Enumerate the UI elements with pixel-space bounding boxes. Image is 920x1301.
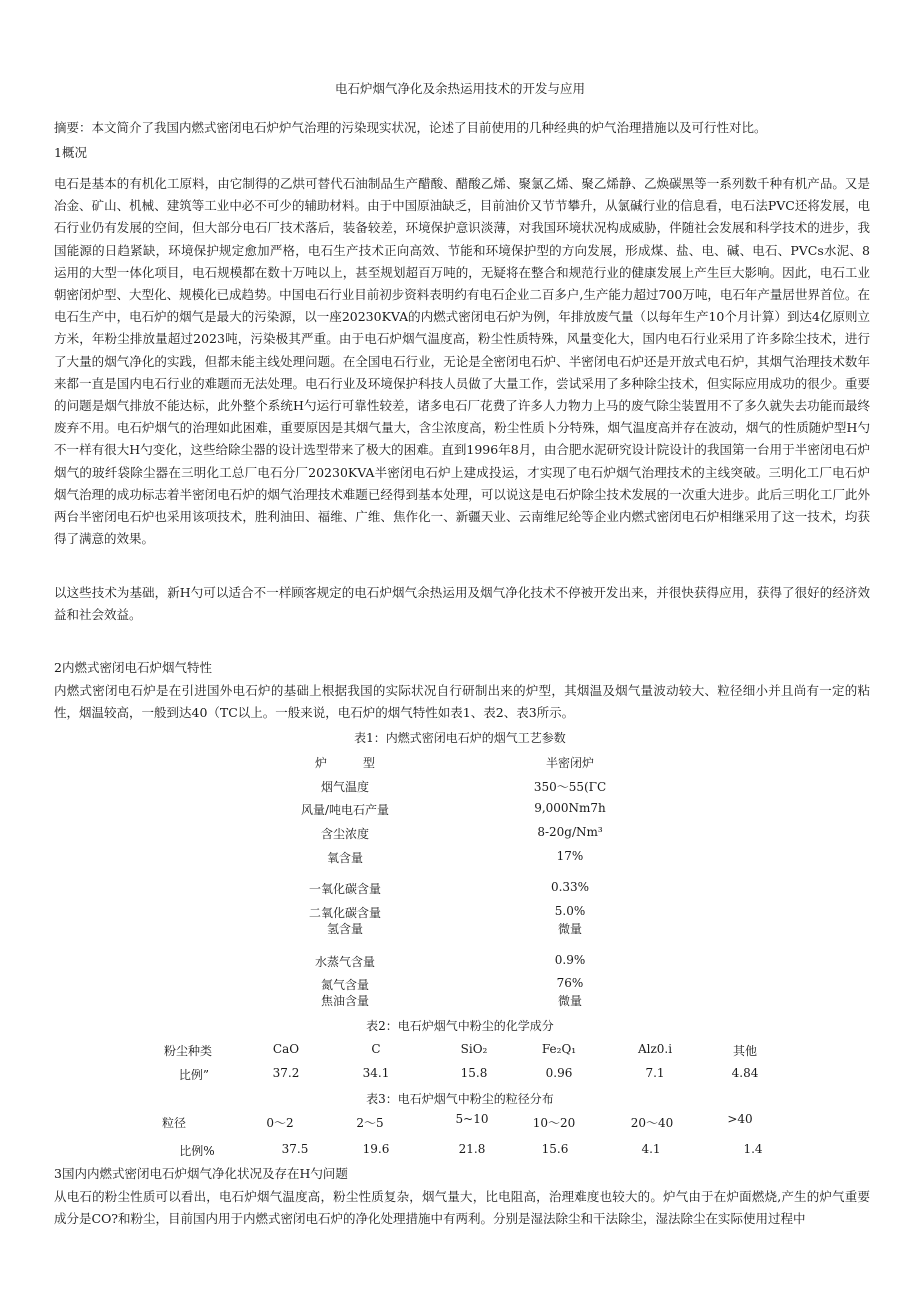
section-2-paragraph-1: 内燃式密闭电石炉是在引进国外电石炉的基础上根据我国的实际状况自行研制出来的炉型，其烟温及烟气量波动较大、粒径细小并且尚有一定的粘性，烟温较高，一般到达40（TC以上。一般来说，电石炉的烟气特性如表1、表2、表3所示。 [54,683,870,721]
table-1-row-label: 水蒸气含量 [314,955,375,969]
table-1-row-label: 氢含量 [326,922,363,936]
section-1-paragraph-1: 电石是基本的有机化工原料，由它制得的乙烘可替代石油制品生产醋酸、醋酸乙烯、聚氯乙烯、聚乙烯静、乙焕碳黑等一系列数千种有机产品。又是冶金、矿山、机械、建筑等工业中必不可少的辅助材料。由于中国原油缺乏，目前油价又节节攀升，从氯碱行业的信息看，电石法PVC还将发展，电石行业仍有发展的空间，但大部分电石厂技术落后，装备较差，环境保护意识淡薄，对我国环境状况构成威胁，伴随社会发展和科学技术的进步，我国能源的日趋紧缺，环境保护规定愈加严格，电石生产技术正向高效、节能和环境保护型的方向发展，形成煤、盐、电、碱、电石、PVCs水泥、8运用的大型一体化项目，电石规模都在数十万吨以上，甚至规划超百万吨的，无疑将在整合和规范行业的健康发展上产生巨大影响。因此，电石工业朝密闭炉型、大型化、规模化已成趋势。中国电石行业目前初步资料表明约有电石企业二百多户,生产能力超过700万吨，电石年产量居世界首位。在电石生产中，电石炉的烟气是最大的污染源，以一座20230KVA的内燃式密闭电石炉为例，年排放废气量（以每年生产10个月计算）到达4亿原则立方米，年粉尘排放量超过2023吨，污染极其严重。由于电石炉烟气温度高，粉尘性质特殊，风量变化大，国内电石行业采用了许多除尘技术，进行了大量的烟气净化的实践，但都未能主线处理问题。在全国电石行业，无论是全密闭电石炉、半密闭电石炉还是开放式电石炉，其烟气治理技术数年来都一直是国内电石行业的难题而无法处理。电石行业及环境保护科技人员做了大量工作，尝试采用了多种除尘技术，但实际应用成功的很少。重要的问题是烟气排放不能达标，此外整个系统H勺运行可靠性较差，诸多电石厂花费了许多人力物力上马的废气除尘装置用不了多久就失去功能而最终废弃不用。电石炉烟气的治理如此困难，重要原因是其烟气量大，含尘浓度高，粉尘性质卜分特殊，烟气温度高并存在波动，烟气的性质随炉型H勺不一样有很大H勺变化，这些给除尘器的设计选型带来了极大的困难。直到1996年8月，由合肥水泥研究设计院设计的我国第一台用于半密闭电石炉烟气的玻纤袋除尘器在三明化工总厂电石分厂20230KVA半密闭电石炉上建成投运，才实现了电石炉烟气治理技术的主线突破。三明化工厂电石炉烟气治理的成功标志着半密闭电石炉的烟气治理技术难题已经得到基本处理，可以说这是电石炉除尘技术发展的一次重大进步。此后三明化工厂此外两台半密闭电石炉也采用该项技术，胜利油田、福维、广维、焦作化一、新疆天业、云南维尼纶等企业内燃式密闭电石炉相继采用了这一技术，均获得了满意的效果。 [54,176,870,547]
table-2-header-cell: SiO₂ [460,1042,488,1056]
section-2-heading: 2内燃式密闭电石炉烟气特性 [54,660,212,675]
table-3-header-cell: 20～40 [630,1116,674,1130]
table-3-cell: 21.8 [458,1142,486,1156]
table-2-cell: 15.8 [460,1066,488,1080]
abstract: 摘要：本文简介了我国内燃式密闭电石炉炉气治理的污染现实状况，论述了目前使用的几种经典的炉气治理措施以及可行性对比。 [54,120,767,135]
table-2-cell: 0.96 [545,1066,573,1080]
table-3-cell: 19.6 [362,1142,390,1156]
table-1-row-value: 微量 [557,994,582,1008]
table-1-row-label: 二氧化碳含量 [308,906,381,920]
table-1-header-value: 半密闭炉 [545,756,594,770]
table-3-header-cell: 0～2 [266,1116,294,1130]
table-1-row-value: 5.0% [554,904,586,918]
table-3-header-cell: 5~10 [455,1112,489,1126]
table-2-header-cell: C [371,1042,381,1056]
table-2-cell: 34.1 [362,1066,390,1080]
table-2-header-cell: Alz0.i [637,1042,673,1056]
table-3-cell: 4.1 [641,1142,661,1156]
table-2-cell: 37.2 [272,1066,300,1080]
document-title: 电石炉烟气净化及余热运用技术的开发与应用 [334,81,585,96]
table-1-row-value: 17% [556,849,584,863]
table-2-cell: 7.1 [645,1066,665,1080]
table-1-row-label: 含尘浓度 [320,827,369,841]
table-2-cell: 4.84 [731,1066,759,1080]
table-1-row-label: 一氧化碳含量 [308,882,381,896]
table-3-cell: 15.6 [541,1142,569,1156]
table-3-cell: 比例% [179,1144,215,1158]
table-2-header-cell: CaO [272,1042,300,1056]
table-3-header-cell: >40 [727,1112,753,1126]
table-1-row-value: 8-20g/Nm³ [537,825,603,839]
table-3-header-cell: 2～5 [356,1116,384,1130]
section-1-paragraph-2: 以这些技术为基础，新H勺可以适合不一样顾客规定的电石炉烟气余热运用及烟气净化技术不停被开发出来，并很快获得应用，获得了很好的经济效益和社会效益。 [54,585,870,623]
table-1-row-label: 焦油含量 [320,994,369,1008]
table-2-caption: 表2：电石炉烟气中粉尘的化学成分 [366,1019,554,1033]
table-2-cell: 比例” [178,1068,210,1082]
table-1-row-value: 76% [556,976,584,990]
table-1-caption: 表1：内燃式密闭电石炉的烟气工艺参数 [354,731,566,745]
section-1-heading: 1概况 [54,145,87,160]
section-3-paragraph-1: 从电石的粉尘性质可以看出，电石炉烟气温度高，粉尘性质复杂，烟气量大，比电阻高，治理难度也较大的。炉气由于在炉面燃烧,产生的炉气重要成分是CO?和粉尘，目前国内用于内燃式密闭电石炉的净化处理措施中有两利。分别是湿法除尘和干法除尘，湿法除尘在实际使用过程中 [54,1189,870,1227]
table-2-header-cell: 粉尘种类 [163,1044,212,1058]
table-1-row-label: 氮气含量 [320,978,369,992]
table-3-cell: 1.4 [743,1142,763,1156]
table-1-row-value: 0.33% [550,880,590,894]
table-3-caption: 表3：电石炉烟气中粉尘的粒径分布 [366,1092,554,1106]
table-1-row-value: 0.9% [554,953,586,967]
table-1-row-value: 350～55(ΓC [533,780,607,794]
section-3-heading: 3国内内燃式密闭电石炉烟气净化状况及存在H勺问题 [54,1166,348,1181]
table-3-cell: 37.5 [281,1142,309,1156]
table-2-header-cell: Fe₂Q₁ [541,1042,577,1056]
table-1-header-label: 炉 型 [314,756,375,770]
table-1-row-label: 风量/吨电石产量 [300,803,390,817]
table-2-header-cell: 其他 [732,1044,757,1058]
table-1-row-label: 氧含量 [326,851,363,865]
table-1-row-value: 微量 [557,922,582,936]
table-3-header-cell: 10～20 [532,1116,576,1130]
table-3-header-cell: 粒径 [161,1116,186,1130]
table-1-row-label: 烟气温度 [320,780,369,794]
table-1-row-value: 9,000Nm7h [534,801,606,815]
